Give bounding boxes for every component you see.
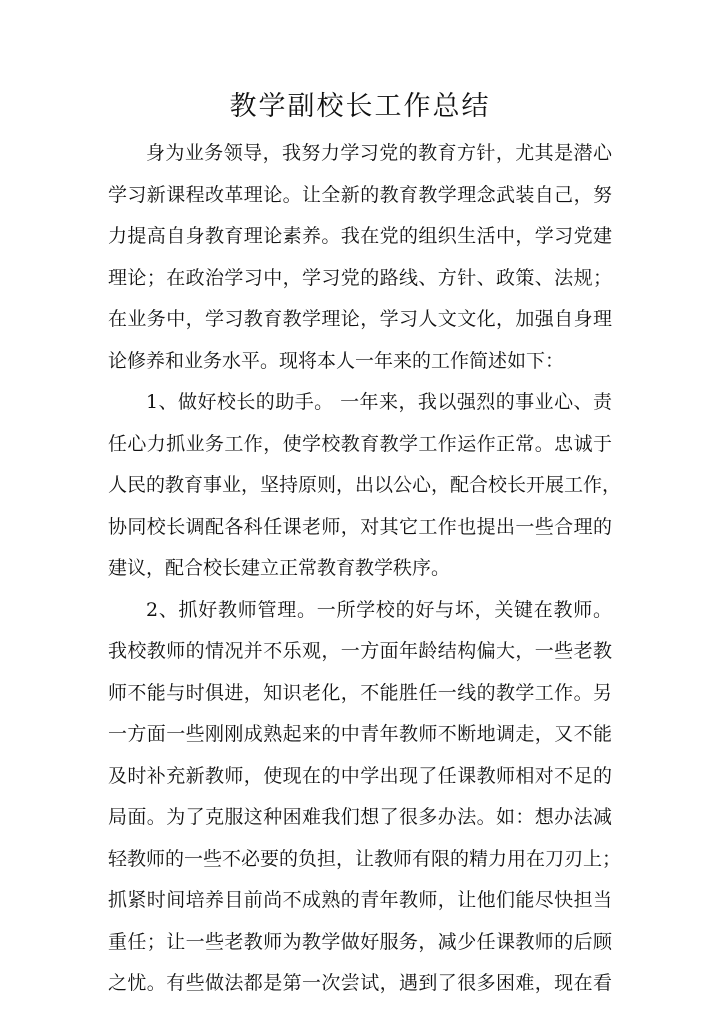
paragraph-line: 重任；让一些老教师为教学做好服务，减少任课教师的后顾: [108, 931, 612, 953]
paragraph-line: 一方面一些刚刚成熟起来的中青年教师不断地调走，又不能: [108, 723, 612, 745]
paragraph-line: 任心力抓业务工作，使学校教育教学工作运作正常。忠诚于: [108, 433, 612, 455]
paragraph-line: 在业务中，学习教育教学理论，学习人文文化，加强自身理: [108, 308, 612, 330]
paragraph-line: 局面。为了克服这种困难我们想了很多办法。如：想办法减: [108, 806, 612, 828]
paragraph-line: 1、做好校长的助手。 一年来，我以强烈的事业心、责: [146, 391, 612, 413]
paragraph-line: 之忧。有些做法都是第一次尝试，遇到了很多困难，现在看: [108, 972, 612, 994]
paragraph-line: 2、抓好教师管理。一所学校的好与坏，关键在教师。: [146, 599, 612, 621]
paragraph-line: 人民的教育事业，坚持原则，出以公心，配合校长开展工作，: [108, 474, 622, 496]
paragraph-line: 我校教师的情况并不乐观，一方面年龄结构偏大，一些老教: [108, 640, 612, 662]
paragraph-line: 力提高自身教育理论素养。我在党的组织生活中，学习党建: [108, 225, 612, 247]
paragraph-line: 协同校长调配各科任课老师，对其它工作也提出一些合理的: [108, 516, 612, 538]
paragraph-line: 抓紧时间培养目前尚不成熟的青年教师，让他们能尽快担当: [108, 889, 612, 911]
paragraph-line: 理论；在政治学习中，学习党的路线、方针、政策、法规；: [108, 267, 612, 289]
paragraph-line: 师不能与时俱进，知识老化，不能胜任一线的教学工作。另: [108, 682, 612, 704]
paragraph-line: 及时补充新教师，使现在的中学出现了任课教师相对不足的: [108, 765, 612, 787]
paragraph-line: 轻教师的一些不必要的负担，让教师有限的精力用在刀刃上；: [108, 848, 622, 870]
paragraph-line: 身为业务领导，我努力学习党的教育方针，尤其是潜心: [146, 142, 612, 164]
paragraph-line: 论修养和业务水平。现将本人一年来的工作简述如下：: [108, 350, 565, 372]
document-title: 教学副校长工作总结: [229, 91, 491, 122]
paragraph-line: 建议，配合校长建立正常教育教学秩序。: [108, 557, 451, 579]
paragraph-line: 学习新课程改革理论。让全新的教育教学理念武装自己，努: [108, 184, 612, 206]
